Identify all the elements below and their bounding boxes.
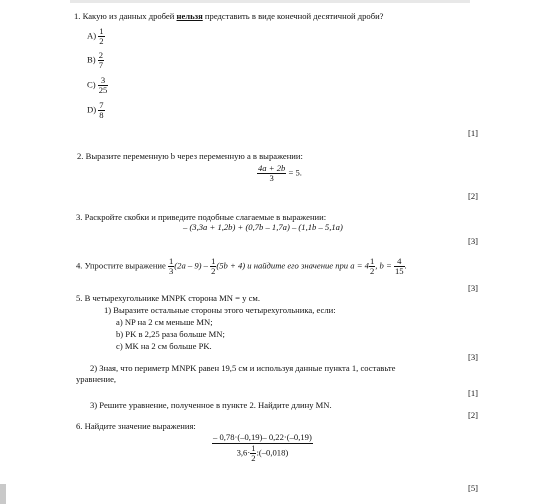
option-c bbox=[87, 76, 108, 95]
question-text-tail: представить в виде конечной десятичной дроби? bbox=[204, 11, 384, 21]
question-6-expression bbox=[212, 432, 313, 463]
fraction: $\frac{1}{2}$ bbox=[211, 256, 216, 277]
option-letter: C) bbox=[87, 79, 96, 90]
points-q5-2: [1] bbox=[467, 388, 478, 398]
points-q3: [3] bbox=[467, 236, 478, 246]
question-4-text: 4. Упростите выражение $\frac{1}{3}$ (2a – 9) – $\frac{1}{2}$ (5b + 4) и найдите его значение при a = 4 $\frac{1}{2}$ , b = $\frac{4}{15}$ . bbox=[76, 256, 407, 277]
points-q1: [1] bbox=[467, 128, 478, 138]
option-a bbox=[87, 27, 105, 46]
fraction: $\frac{1}{2}$ bbox=[369, 256, 375, 277]
points-q5-1: [3] bbox=[467, 352, 478, 362]
big-fraction: – 0,78·(–0,19)– 0,22·(–0,19) 3,6· $\frac{1}{2}$ :(–0,018) bbox=[213, 432, 312, 464]
question-5-sub1: 1) Выразите остальные стороны этого четырехугольника, если: bbox=[104, 305, 336, 315]
condition-b: b) PK в 2,25 раза больше MN; bbox=[116, 329, 225, 339]
question-3-text: 3. Раскройте скобки и приведите подобные слагаемые в выражении: bbox=[76, 212, 327, 222]
points-q6: [5] bbox=[467, 483, 478, 493]
fraction: $\frac{7}{8}$ bbox=[99, 100, 104, 121]
condition-a: a) NP на 2 см меньше MN; bbox=[116, 317, 213, 327]
question-5-sub3: 3) Решите уравнение, полученное в пункте 2. Найдите длину MN. bbox=[90, 400, 332, 410]
question-5-sub2-cont: уравнение, bbox=[76, 374, 117, 384]
fraction: $\frac{4a + 2b}{3}$ bbox=[258, 163, 286, 184]
left-edge-shade bbox=[0, 484, 6, 504]
option-b bbox=[87, 51, 104, 70]
question-number: 1. bbox=[74, 11, 81, 21]
fraction: $\frac{4}{15}$ bbox=[394, 256, 404, 277]
option-letter: D) bbox=[87, 104, 97, 115]
fraction: $\frac{2}{7}$ bbox=[98, 50, 104, 71]
question-2-text: 2. Выразите переменную b через переменную a в выражении: bbox=[77, 151, 303, 161]
fraction: $\frac{1}{2}$ bbox=[99, 26, 104, 47]
question-text: Какую из данных дробей bbox=[82, 11, 175, 21]
question-6-text: 6. Найдите значение выражения: bbox=[76, 421, 196, 431]
points-q2: [2] bbox=[467, 191, 478, 201]
fraction: $\frac{3}{25}$ bbox=[98, 75, 108, 96]
fraction: $\frac{1}{3}$ bbox=[168, 256, 174, 277]
top-edge-shade bbox=[70, 0, 470, 3]
points-q5-3: [2] bbox=[467, 410, 478, 420]
option-letter: B) bbox=[87, 54, 96, 65]
question-5-sub2: 2) Зная, что периметр MNPK равен 19,5 см и используя данные пункта 1, составьте bbox=[90, 363, 396, 373]
keyword-emphasis: нельзя bbox=[176, 11, 203, 21]
condition-c: c) MK на 2 см больше PK. bbox=[116, 341, 212, 351]
question-2-formula: $\frac{4a + 2b}{3}$ = 5. bbox=[258, 163, 302, 184]
option-letter: A) bbox=[87, 30, 97, 41]
fraction: $\frac{1}{2}$ bbox=[251, 443, 256, 464]
question-3-expression: – (3,3a + 1,2b) + (0,7b – 1,7a) – (1,1b – 5,1a) bbox=[183, 222, 343, 232]
question-1-text bbox=[74, 11, 384, 21]
option-d bbox=[87, 101, 105, 120]
points-q4: [3] bbox=[467, 283, 478, 293]
question-5-intro: 5. В четырехугольнике MNPK сторона MN = y см. bbox=[76, 293, 260, 303]
